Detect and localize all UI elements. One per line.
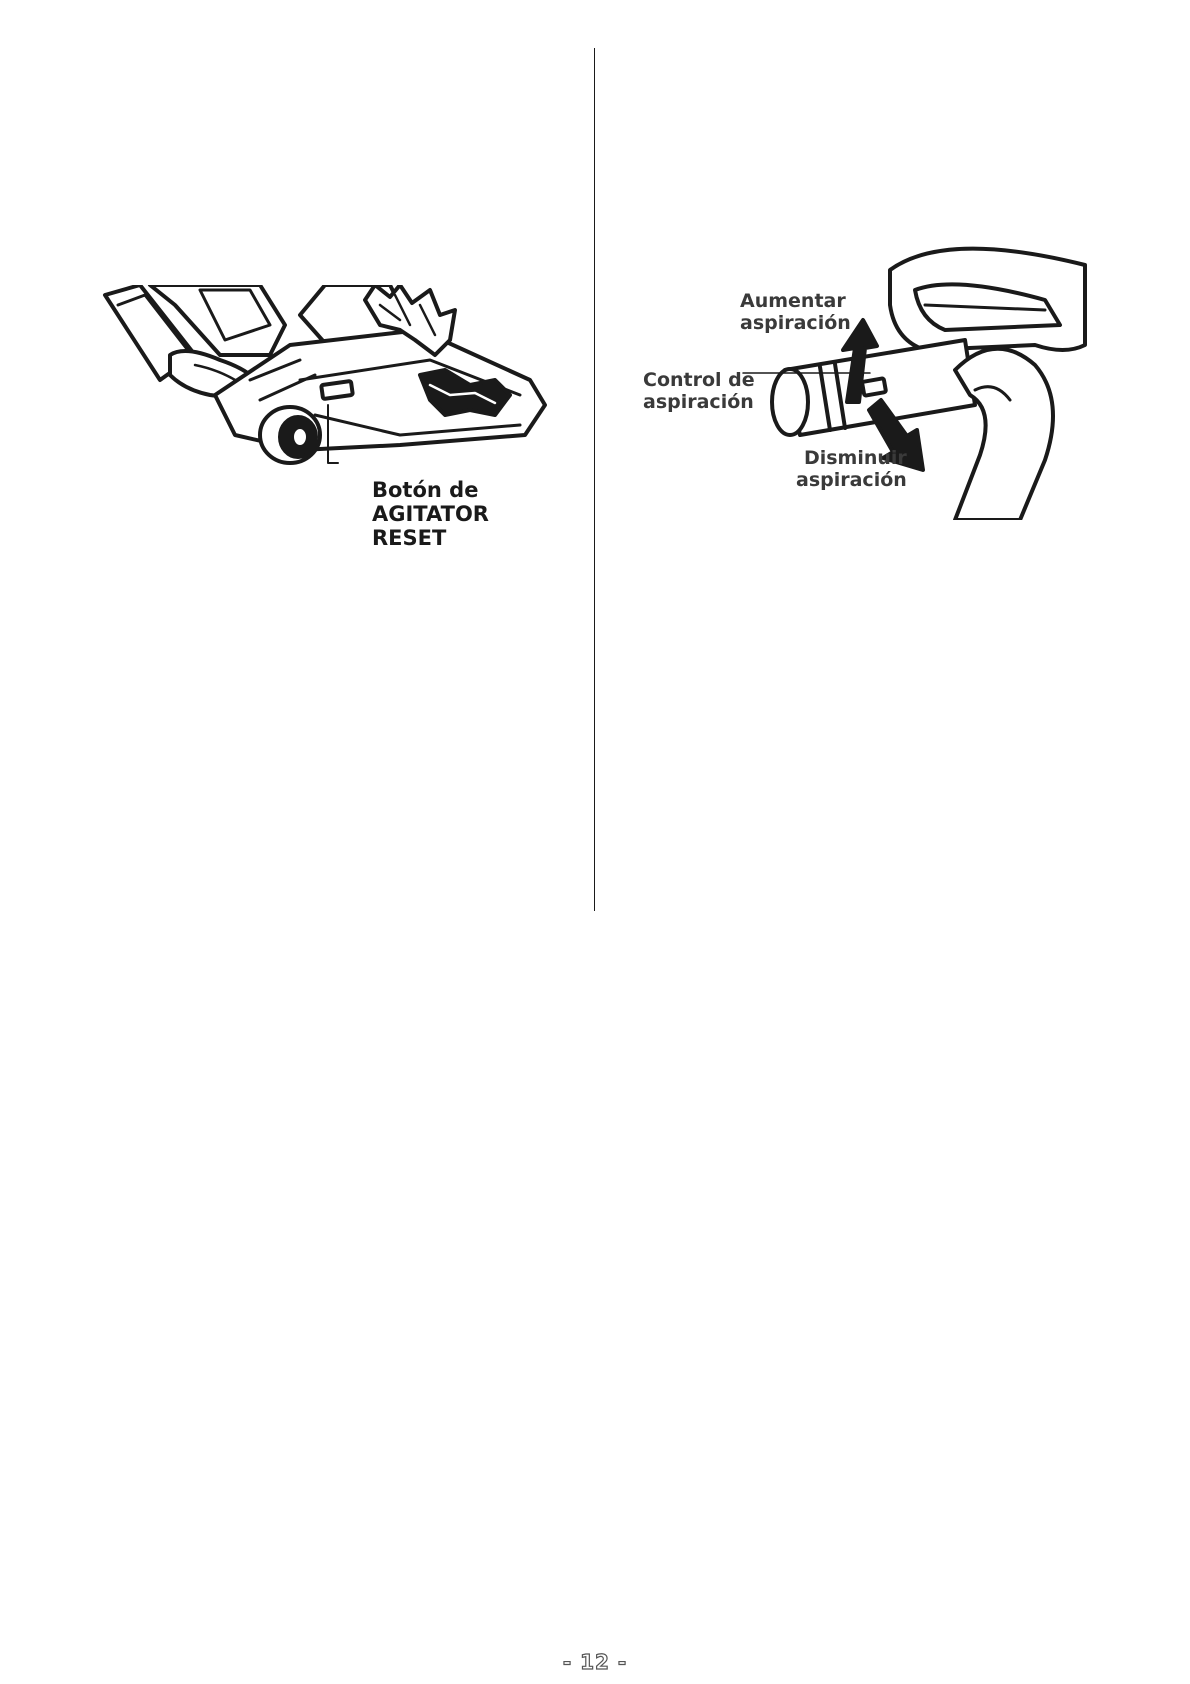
decrease-suction-label bbox=[782, 448, 907, 492]
increase-suction-label bbox=[740, 291, 851, 335]
agitator-label-line-1: Botón de bbox=[372, 478, 479, 502]
page-number: - 12 - bbox=[562, 1650, 628, 1674]
reset-button-shape bbox=[321, 381, 353, 399]
decrease-label-line-2: aspiración bbox=[796, 468, 907, 491]
decrease-label-line-1: Disminuir bbox=[803, 447, 907, 469]
control-label-line-2: aspiración bbox=[643, 390, 754, 413]
control-label-line-1: Control de bbox=[643, 369, 755, 391]
suction-slider-shape bbox=[862, 378, 886, 396]
increase-label-line-2: aspiración bbox=[740, 311, 851, 334]
column-divider bbox=[594, 48, 595, 911]
agitator-label-line-2: AGITATOR bbox=[372, 502, 489, 527]
agitator-label-line-3: RESET bbox=[372, 526, 447, 551]
increase-label-line-1: Aumentar bbox=[740, 290, 846, 312]
agitator-reset-label bbox=[372, 478, 489, 550]
suction-control-label bbox=[643, 370, 755, 414]
